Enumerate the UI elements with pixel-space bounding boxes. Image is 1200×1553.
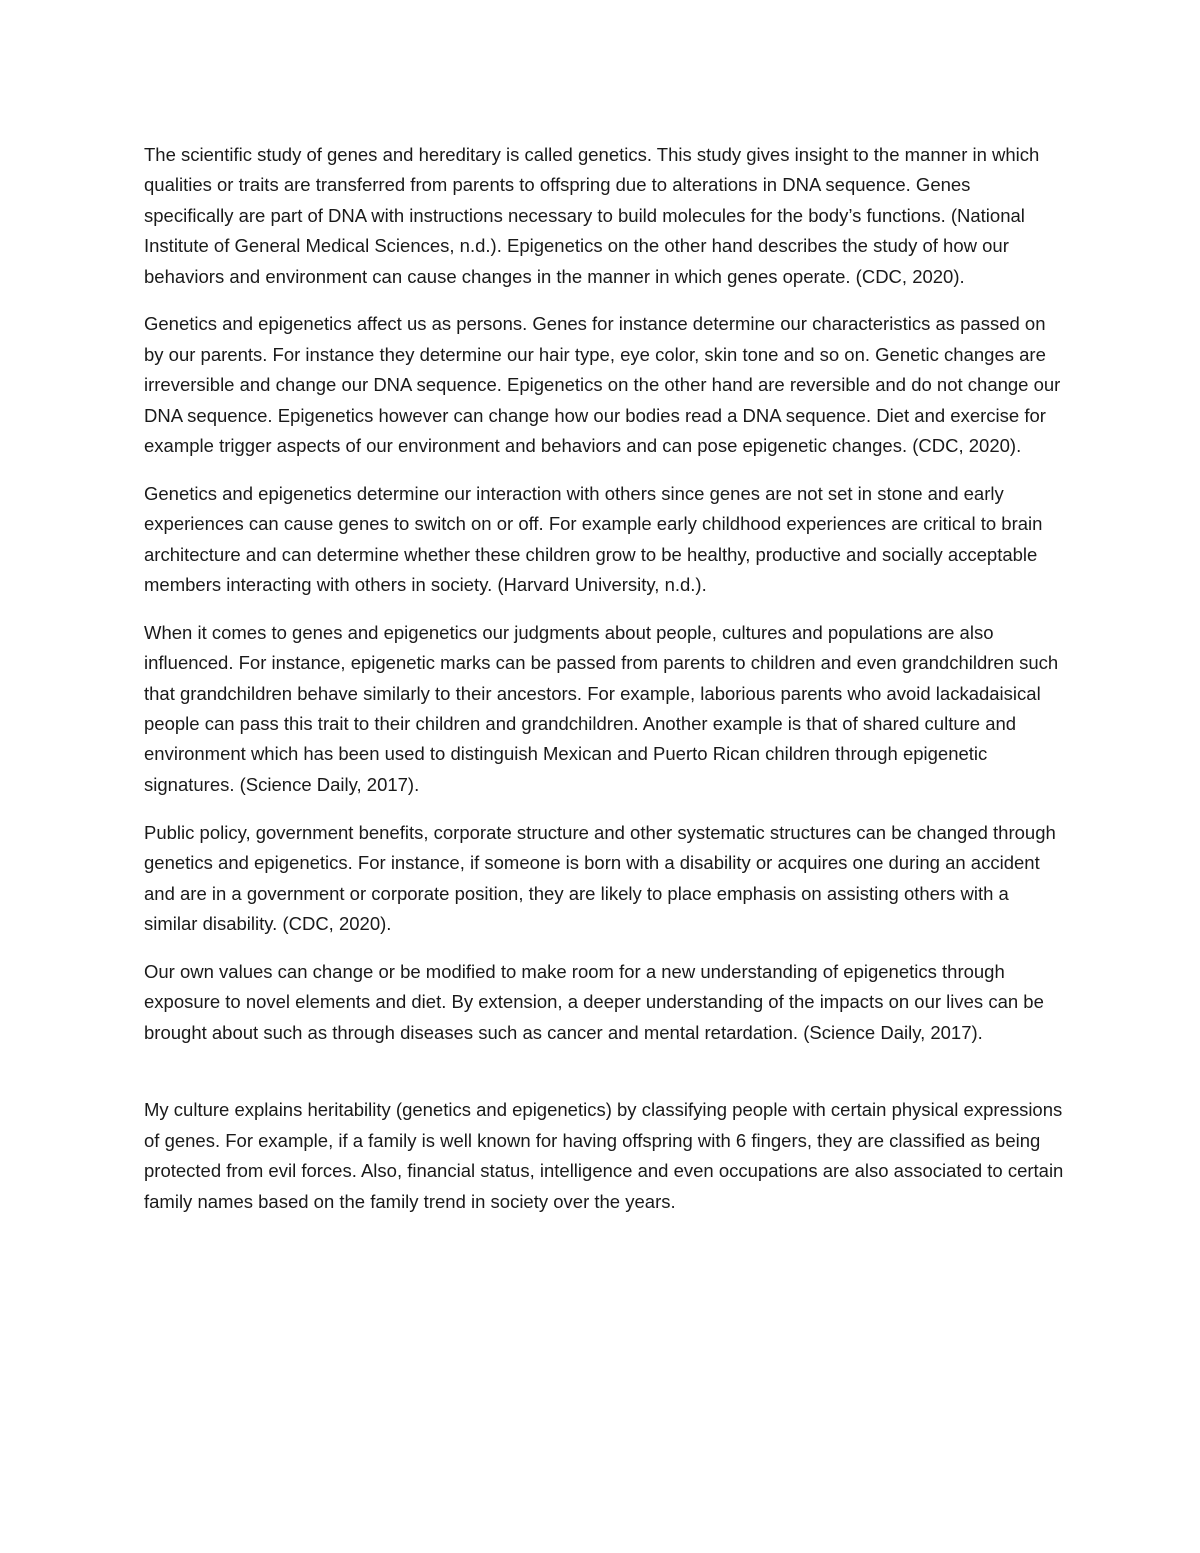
paragraph-public-policy: Public policy, government benefits, corporate structure and other systematic structures can be changed through genetics and epigenetics. For instance, if someone is born with a disability or acquires one during an accident and are in a government or corporate position, they are likely to place emphasis on assisting others with a similar disability. (CDC, 2020). <box>144 821 1056 934</box>
paragraph-genetics-definition: The scientific study of genes and hereditary is called genetics. This study gives insight to the manner in which qualities or traits are transferred from parents to offspring due to alterations in DNA sequence. Genes specifically are part of DNA with instructions necessary to build molecules for the body’s functions. (National Institute of General Medical Sciences, n.d.). Epigenetics on the other hand describes the study of how our behaviors and environment can cause changes in the manner in which genes operate. (CDC, 2020). <box>144 144 1040 287</box>
paragraph-effects-on-persons: Genetics and epigenetics affect us as persons. Genes for instance determine our characteristics as passed on by our parents. For instance they determine our hair type, eye color, skin tone and so on. Genetic changes are irreversible and change our DNA sequence. Epigenetics on the other hand are reversible and do not change our DNA sequence. Epigenetics however can change how our bodies read a DNA sequence. Diet and exercise for example trigger aspects of our environment and behaviors and can pose epigenetic changes. (CDC, 2020). <box>144 313 1061 457</box>
document-body <box>144 140 1064 1234</box>
paragraph-own-values: Our own values can change or be modified to make room for a new understanding of epigenetics through exposure to novel elements and diet. By extension, a deeper understanding of the impacts on our lives can be brought about such as through diseases such as cancer and mental retardation. (Science Daily, 2017). <box>144 960 1044 1043</box>
paragraph-my-culture: My culture explains heritability (genetics and epigenetics) by classifying people with certain physical expressions of genes. For example, if a family is well known for having offspring with 6 fingers, they are classified as being protected from evil forces. Also, financial status, intelligence and even occupations are also associated to certain family names based on the family trend in society over the years. <box>144 1099 1064 1212</box>
paragraph-interaction-with-others: Genetics and epigenetics determine our interaction with others since genes are not set in stone and early experiences can cause genes to switch on or off. For example early childhood experiences are critical to brain architecture and can determine whether these children grow to be healthy, productive and socially acceptable members interacting with others in society. (Harvard University, n.d.). <box>144 482 1043 596</box>
blank-line <box>144 1065 1064 1095</box>
paragraph-judgments-about-people: When it comes to genes and epigenetics our judgments about people, cultures and populations are also influenced. For instance, epigenetic marks can be passed from parents to children and even grandchildren such that grandchildren behave similarly to their ancestors. For example, laborious parents who avoid lackadaisical people can pass this trait to their children and grandchildren. Another example is that of shared culture and environment which has been used to distinguish Mexican and Puerto Rican children through epigenetic signatures. (Science Daily, 2017). <box>144 621 1059 795</box>
